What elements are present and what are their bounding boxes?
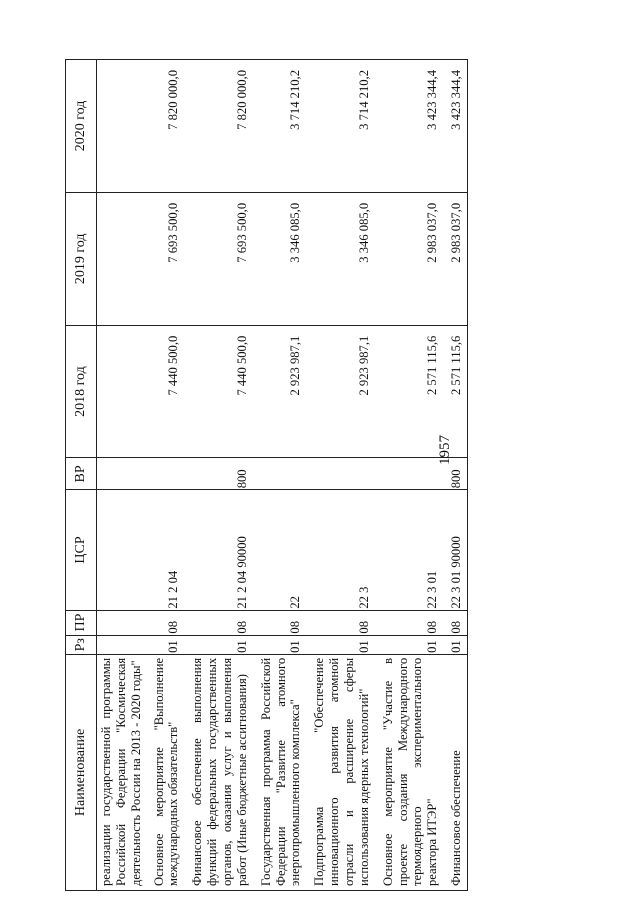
row-vr [146, 458, 185, 490]
row-2018: 2 923 987,1 [306, 325, 374, 458]
row-rz [97, 635, 146, 654]
row-rz: 01 [375, 635, 443, 654]
row-rz: 01 [253, 635, 307, 654]
table-row [184, 60, 252, 891]
header-pr: ПР [66, 610, 97, 635]
row-2018: 2 571 115,6 [375, 325, 443, 458]
row-2019: 2 983 037,0 [443, 192, 467, 325]
table-header-row [66, 60, 97, 891]
row-vr: 800 [443, 458, 467, 490]
row-name: Финансовое обеспечение выполнения функций федеральных государственных органов, оказания услуг и выполнения работ (Иные бюджетные ассигнования) [184, 654, 252, 890]
row-csr: 22 3 01 90000 [443, 490, 467, 610]
row-name: реализации государственной программы Российской Федерации "Космическая деятельность России на 2013 - 2020 годы" [97, 654, 146, 890]
row-2019: 7 693 500,0 [184, 192, 252, 325]
page-number: 1957 [437, 435, 453, 465]
table-row [375, 60, 443, 891]
row-2019: 7 693 500,0 [146, 192, 185, 325]
row-pr: 08 [184, 610, 252, 635]
row-2020: 3 714 210,2 [253, 60, 307, 193]
row-pr: 08 [375, 610, 443, 635]
row-2018: 7 440 500,0 [146, 325, 185, 458]
row-2020: 3 423 344,4 [443, 60, 467, 193]
row-vr [375, 458, 443, 490]
row-pr: 08 [306, 610, 374, 635]
row-name: Основное мероприятие "Выполнение международных обязательств" [146, 654, 185, 890]
row-2020: 3 423 344,4 [375, 60, 443, 193]
budget-table [65, 59, 468, 891]
row-2018: 2 923 987,1 [253, 325, 307, 458]
row-csr: 22 [253, 490, 307, 610]
header-2020: 2020 год [66, 60, 97, 193]
row-2018 [97, 325, 146, 458]
row-rz: 01 [306, 635, 374, 654]
row-name: Финансовое обеспечение [443, 654, 467, 890]
row-csr [97, 490, 146, 610]
header-name: Наименование [66, 654, 97, 890]
table-row [146, 60, 185, 891]
row-name: Государственная программа Российской Федерации "Развитие атомного энергопромышленного комплекса" [253, 654, 307, 890]
row-2020: 3 714 210,2 [306, 60, 374, 193]
row-2020: 7 820 000,0 [184, 60, 252, 193]
row-vr [306, 458, 374, 490]
row-csr: 21 2 04 90000 [184, 490, 252, 610]
header-rz: Рз [66, 635, 97, 654]
header-2019: 2019 год [66, 192, 97, 325]
row-name: Подпрограмма "Обеспечение инновационного развития атомной отрасли и расширение сферы использования ядерных технологий" [306, 654, 374, 890]
header-2018: 2018 год [66, 325, 97, 458]
row-rz: 01 [443, 635, 467, 654]
row-2018: 7 440 500,0 [184, 325, 252, 458]
header-vr: ВР [66, 458, 97, 490]
row-pr: 08 [253, 610, 307, 635]
row-vr: 800 [184, 458, 252, 490]
row-2018: 2 571 115,6 [443, 325, 467, 458]
row-rz: 01 [146, 635, 185, 654]
row-2019: 2 983 037,0 [375, 192, 443, 325]
row-name: Основное мероприятие "Участие в проекте создания Международного термоядерного экспериментального реактора ИТЭР" [375, 654, 443, 890]
row-2019: 3 346 085,0 [306, 192, 374, 325]
table-row [443, 60, 467, 891]
table-row [253, 60, 307, 891]
header-csr: ЦСР [66, 490, 97, 610]
row-csr: 22 3 01 [375, 490, 443, 610]
row-pr: 08 [443, 610, 467, 635]
row-vr [97, 458, 146, 490]
row-pr [97, 610, 146, 635]
table-row [97, 60, 146, 891]
row-2020 [97, 60, 146, 193]
row-2019: 3 346 085,0 [253, 192, 307, 325]
row-csr: 21 2 04 [146, 490, 185, 610]
row-csr: 22 3 [306, 490, 374, 610]
row-vr [253, 458, 307, 490]
row-rz: 01 [184, 635, 252, 654]
row-2020: 7 820 000,0 [146, 60, 185, 193]
row-pr: 08 [146, 610, 185, 635]
table-row [306, 60, 374, 891]
row-2019 [97, 192, 146, 325]
